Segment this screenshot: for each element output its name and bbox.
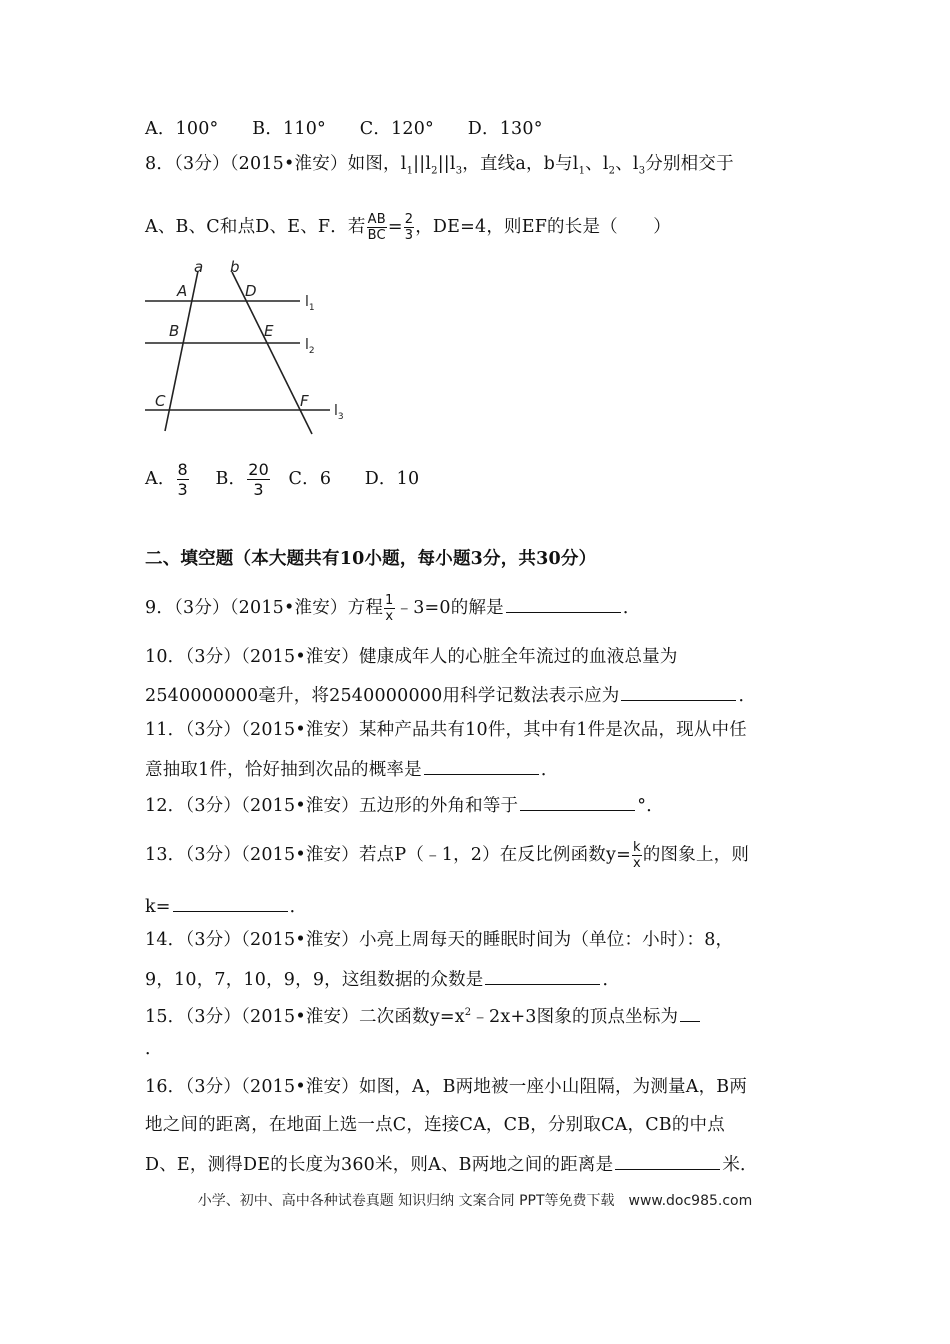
q9-end: ．: [622, 598, 641, 618]
q15-text: 15．（3分）（2015•淮安）二次函数y=x: [145, 1006, 465, 1027]
q8-frac-den: 3: [253, 480, 264, 499]
q8-option-c: C．6: [288, 469, 332, 489]
answer-blank: [680, 1003, 700, 1022]
q12-end: °．: [637, 796, 664, 816]
q8-options: [145, 460, 419, 499]
q16-text: D、E，测得DE的长度为360米，则A、B两地之间的距离是: [145, 1155, 614, 1175]
q15-exponent: 2: [464, 1007, 472, 1018]
answer-blank: [506, 594, 621, 613]
q8-condition-text: A、B、C和点D、E、F．若: [145, 217, 366, 237]
q8-option-d: D．10: [364, 469, 420, 489]
answer-blank: [173, 893, 288, 912]
q8-score: （3分）: [174, 154, 230, 174]
answer-blank: [520, 792, 635, 811]
label-E: E: [264, 322, 274, 340]
q12-text: 12．（3分）（2015•淮安）五边形的外角和等于: [145, 796, 519, 816]
q8-stem-text: ||l: [413, 154, 432, 174]
q14-text: 9，10，7，10，9，9，这组数据的众数是: [145, 970, 484, 990]
q15-text: ﹣2x+3图象的顶点坐标为: [471, 1006, 679, 1027]
q13-line2: [145, 893, 307, 919]
q8-sub: 2: [431, 165, 438, 177]
q8-source: （2015•淮安）: [229, 154, 348, 174]
q10-end: ．: [738, 686, 757, 706]
q8-stem-line2: [145, 212, 671, 243]
q9: [145, 593, 641, 624]
q10-line2: [145, 682, 756, 708]
q9-frac-den: x: [385, 609, 394, 624]
q8-frac-num: 2: [404, 212, 414, 227]
q13-line1: [145, 840, 749, 871]
q9-text: ﹣3=0的解是: [395, 598, 504, 618]
q8-frac-den: 3: [177, 480, 188, 499]
q8-frac-num: 20: [248, 460, 269, 479]
q8-frac-den: 3: [404, 228, 414, 243]
q16-line3: [145, 1151, 758, 1177]
q13-frac-num: k: [633, 840, 641, 855]
q8-fraction-ab-bc: [367, 212, 387, 243]
label-C: C: [155, 392, 166, 410]
label-l2: $l_2$: [305, 337, 315, 356]
q11-line1: 11．（3分）（2015•淮安）某种产品共有10件，其中有1件是次品，现从中任: [145, 720, 747, 740]
q13-text: 13．（3分）（2015•淮安）若点P（﹣1，2）在反比例函数y=: [145, 845, 631, 865]
q8-stem-line1: [145, 152, 734, 184]
q8-number: 8．: [145, 154, 175, 174]
q16-line2: 地之间的距离，在地面上选一点C，连接CA，CB，分别取CA，CB的中点: [145, 1115, 725, 1135]
q7-option-a: A．100°: [145, 119, 219, 139]
q10-text: 2540000000毫升，将2540000000用科学记数法表示应为: [145, 686, 620, 706]
q8-parallel-lines-figure: [140, 258, 360, 438]
q9-text: 9．（3分）（2015•淮安）方程: [145, 598, 384, 618]
q13-fraction: [632, 840, 642, 871]
q11-end: ．: [540, 760, 559, 780]
label-l3: $l_3$: [334, 403, 344, 422]
q8-sub: 2: [608, 165, 616, 177]
q16-end: 米．: [722, 1155, 758, 1175]
q8-option-b-fraction: [247, 460, 270, 499]
q8-sub: 1: [578, 165, 586, 177]
label-b: b: [230, 258, 240, 276]
q16-line1: 16．（3分）（2015•淮安）如图，A，B两地被一座小山阻隔，为测量A，B两: [145, 1077, 748, 1097]
answer-blank: [621, 682, 736, 701]
q8-sub: 3: [455, 165, 463, 177]
q9-frac-num: 1: [385, 593, 394, 608]
q14-end: ．: [602, 970, 621, 990]
q8-stem-text: 、l: [585, 154, 609, 174]
label-D: D: [245, 282, 257, 300]
q8-option-b-label: B．: [215, 469, 247, 489]
label-A: A: [177, 282, 188, 300]
q15-line2: ．: [145, 1039, 163, 1059]
label-F: F: [300, 392, 309, 410]
q8-frac-num: 8: [177, 460, 188, 479]
q7-option-c: C．120°: [359, 119, 434, 139]
q11-line2: [145, 756, 559, 782]
q12: [145, 792, 664, 818]
q8-stem-text: ，直线a，b与l: [462, 154, 579, 174]
answer-blank: [485, 966, 600, 985]
answer-blank: [615, 1151, 720, 1170]
q8-option-a-fraction: [177, 460, 189, 499]
label-l1: $l_1$: [305, 294, 315, 313]
q8-stem-text: ||l: [437, 154, 456, 174]
q9-fraction: [384, 593, 394, 624]
q14-line1: 14．（3分）（2015•淮安）小亮上周每天的睡眠时间为（单位：小时）：8，: [145, 930, 734, 950]
q13-end: ．: [289, 897, 308, 917]
q13-text: 的图象上，则: [642, 845, 750, 865]
q8-frac-num: AB: [367, 212, 386, 227]
q8-stem-text: 分别相交于: [645, 154, 734, 174]
answer-blank: [424, 756, 539, 775]
q8-condition-text: ，DE=4，则EF的长是（ ）: [415, 217, 671, 237]
section-heading: 二、填空题（本大题共有10小题，每小题3分，共30分）: [145, 549, 597, 569]
page-footer: 小学、初中、高中各种试卷真题 知识归纳 文案合同 PPT等免费下载 www.doc985.com: [197, 1193, 753, 1209]
q14-line2: [145, 966, 620, 992]
q8-sub: 1: [406, 165, 414, 177]
q10-line1: 10．（3分）（2015•淮安）健康成年人的心脏全年流过的血液总量为: [145, 647, 678, 667]
q8-fraction-2-3: [404, 212, 414, 243]
q8-sub: 3: [638, 165, 646, 177]
q8-option-a-label: A．: [145, 469, 176, 489]
q8-equals: =: [387, 217, 403, 237]
label-a: a: [194, 258, 204, 276]
q8-stem-text: 如图，l: [347, 154, 407, 174]
q13-frac-den: x: [632, 856, 641, 871]
q7-option-b: B．110°: [252, 119, 326, 139]
q8-stem-text: 、l: [615, 154, 639, 174]
q13-text: k=: [145, 897, 171, 917]
q7-option-d: D．130°: [467, 119, 543, 139]
label-B: B: [169, 322, 180, 340]
q7-options: [145, 117, 543, 141]
q15-line1: [145, 1001, 702, 1029]
q11-text: 意抽取1件，恰好抽到次品的概率是: [145, 760, 422, 780]
q8-frac-den: BC: [367, 228, 386, 243]
